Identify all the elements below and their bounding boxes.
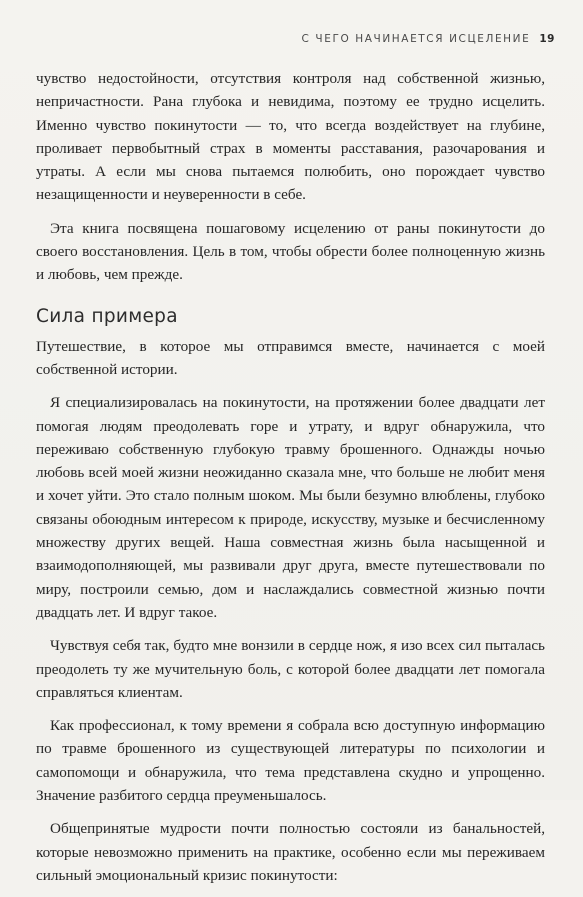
paragraph-2: Эта книга посвящена пошаговому исцелению от раны покинутости до своего восстановления. Цель в том, чтобы обрести более полноценную жизнь и любовь, чем прежде.	[36, 219, 545, 284]
paragraph-1: чувство недостойности, отсутствия контроля над собственной жизнью, непричастности. Рана глубока и невидима, поэтому ее трудно исцелить. Именно чувство покинутости — то, что всегда воздействует на глубине, проливает первобытный страх в моменты расставания, разочарования и утраты. А если мы снова пытаемся полюбить, оно порождает чувство незащищенности и неуверенности в себе.	[36, 70, 545, 204]
paragraph-7: Общепринятые мудрости почти полностью состояли из банальностей, которые невозможно применить на практике, особенно если мы переживаем сильный эмоциональный кризис покинутости:	[36, 820, 545, 884]
page-number: 19	[539, 33, 555, 45]
paragraph-4: Я специализировалась на покинутости, на протяжении более двадцати лет помогая людям преодолевать горе и утрату, и вдруг обнаружила, что переживаю собственную глубокую травму брошенного. Однажды ночью любовь всей моей жизни неожиданно сказала мне, что больше не любит меня и хочет уйти. Это стало полным шоком. Мы были безумно влюблены, глубоко связаны обоюдным интересом к природе, искусству, музыке и бесчисленному множеству других вещей. Наша совместная жизнь была насыщенной и взаимодополняющей, мы развивали друг друга, вместе путешествовали по миру, построили семью, дом и наслаждались совместной жизнью почти двадцать лет. И вдруг такое.	[36, 394, 545, 621]
body-text	[36, 67, 545, 897]
paragraph-6: Как профессионал, к тому времени я собрала всю доступную информацию по травме брошенного из существующей литературы по психологии и самопомощи и обнаружила, что тема представлена скудно и упрощенно. Значение разбитого сердца преуменьшалось.	[36, 717, 545, 805]
chapter-title: С ЧЕГО НАЧИНАЕТСЯ ИСЦЕЛЕНИЕ	[301, 33, 531, 45]
section-heading: Сила примера	[36, 305, 178, 327]
paragraph-3: Путешествие, в которое мы отправимся вместе, начинается с моей собственной истории.	[36, 337, 545, 378]
running-header	[302, 33, 555, 45]
paragraph-5: Чувствуя себя так, будто мне вонзили в сердце нож, я изо всех сил пыталась преодолеть ту же мучительную боль, с которой более двадцати лет помогала справляться клиентам.	[36, 637, 545, 701]
